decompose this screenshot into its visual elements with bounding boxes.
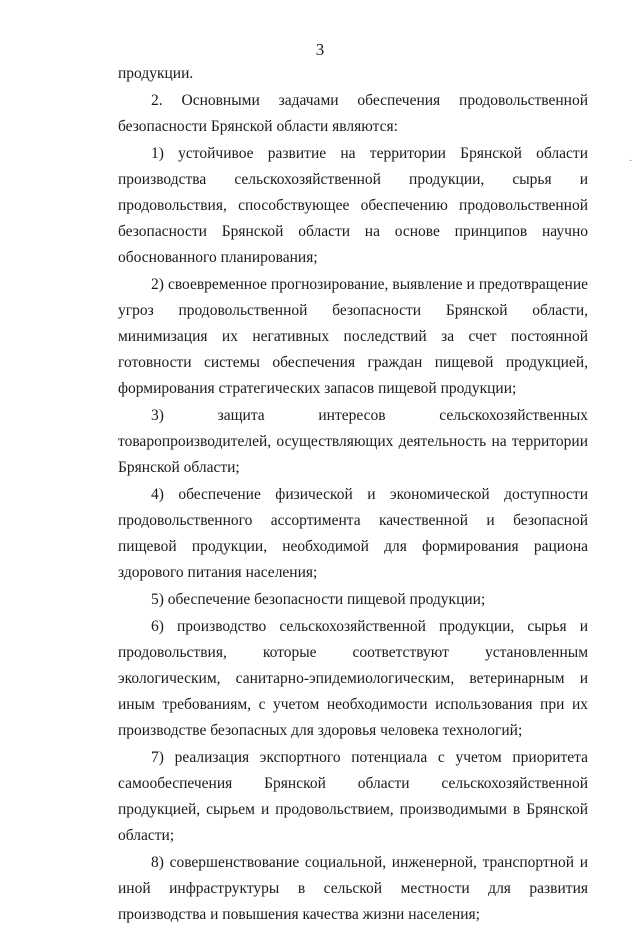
paragraph-item-2: 2) своевременное прогнозирование, выявление и предотвращение угроз продовольственной безопасности Брянской области, минимизация их негативных последствий за счет постоянной готовности системы обеспечения граждан пищевой продукцией, формирования стратегических запасов пищевой продукции; — [118, 276, 588, 397]
paragraph-tasks-intro: 2. Основными задачами обеспечения продовольственной безопасности Брянской области являются: — [118, 92, 588, 135]
margin-mark: . — [629, 153, 632, 164]
paragraph-item-6: 6) производство сельскохозяйственной продукции, сырья и продовольствия, которые соответствуют установленным экологическим, санитарно-эпидемиологическим, ветеринарным и иным требованиям, с учетом необходимости использования при их производстве безопасных для здоровья человека технологий; — [118, 618, 588, 739]
paragraph-item-1: 1) устойчивое развитие на территории Брянской области производства сельскохозяйственной продукции, сырья и продовольствия, способствующее обеспечению продовольственной безопасности Брянской области на основе принципов научно обоснованного планирования; — [118, 145, 588, 266]
paragraph-item-5: 5) обеспечение безопасности пищевой продукции; — [151, 591, 486, 608]
paragraph-item-3: 3) защита интересов сельскохозяйственных товаропроизводителей, осуществляющих деятельность на территории Брянской области; — [118, 407, 588, 476]
page-number: 3 — [315, 40, 325, 59]
paragraph-item-7: 7) реализация экспортного потенциала с учетом приоритета самообеспечения Брянской области сельскохозяйственной продукцией, сырьем и продовольствием, производимыми в Брянской области; — [118, 749, 588, 844]
paragraph-item-8: 8) совершенствование социальной, инженерной, транспортной и иной инфраструктуры в сельской местности для развития производства и повышения качества жизни населения; — [118, 854, 588, 923]
paragraph-continuation: продукции. — [118, 65, 194, 82]
body-text — [118, 60, 588, 928]
paragraph-item-4: 4) обеспечение физической и экономической доступности продовольственного ассортимента качественной и безопасной пищевой продукции, необходимой для формирования рациона здорового питания населения; — [118, 486, 588, 581]
